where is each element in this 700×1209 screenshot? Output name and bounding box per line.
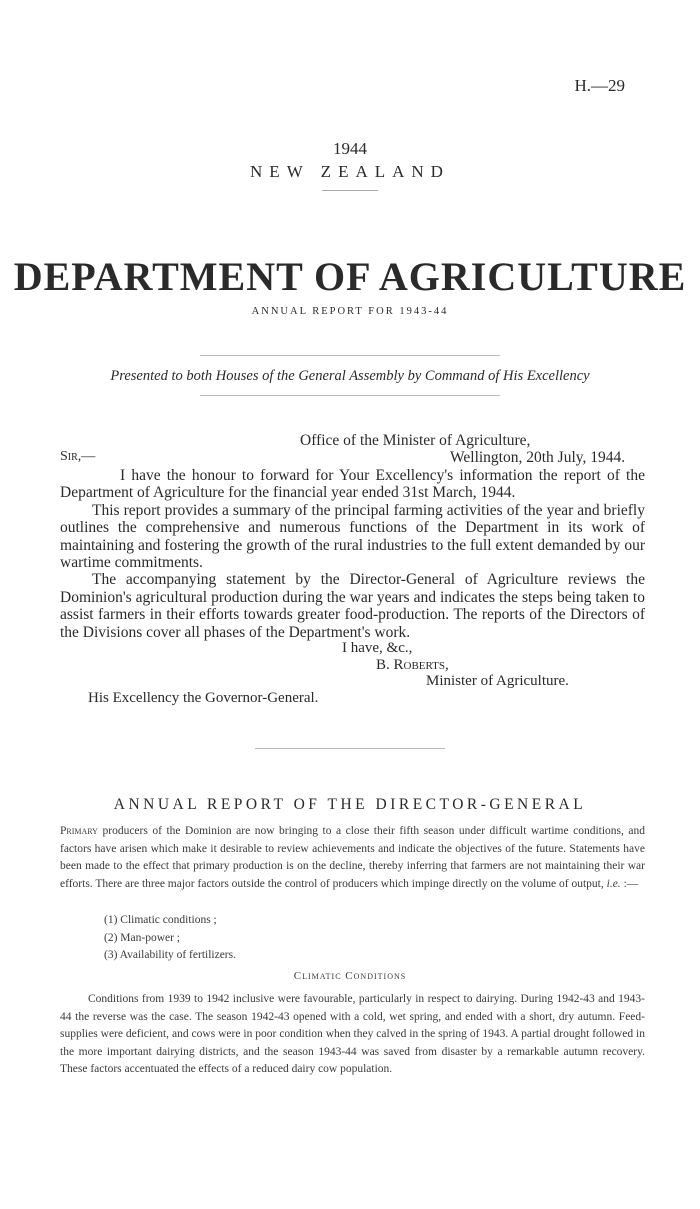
letter-closing: [340, 640, 569, 690]
report-intro: [60, 823, 645, 893]
list-item: (1) Climatic conditions ;: [104, 914, 217, 926]
report-subtitle: ANNUAL REPORT FOR 1943-44: [251, 306, 449, 317]
section-heading: ANNUAL REPORT OF THE DIRECTOR-GENERAL: [113, 796, 587, 813]
office-line: Office of the Minister of Agriculture,: [300, 432, 531, 449]
divider: [255, 748, 445, 749]
divider: [322, 190, 378, 191]
letter-paragraph: This report provides a summary of the principal farming activities of the year and briefly outlines the comprehensive and numerous functions of the Department in its work of maintaining and fostering the growth of the rural industries to the full extent demanded by our wartime commitments.: [60, 501, 645, 572]
letter-paragraph: [60, 467, 645, 502]
report-paragraph: Conditions from 1939 to 1942 inclusive were favourable, particularly in respect to dairying. During 1942-43 and 1943-44 the reverse was the case. The season 1942-43 opened with a cold, wet spring, and ended with a short, dry autumn. Feed-supplies were deficient, and cows were in poor condition when they calved in the spring of 1943. A partial drought followed in the more important dairying districts, and the season 1943-44 was saved from disaster by a remarkable autumn recovery. These factors accentuated the effects of a reduced dairy cow population.: [60, 993, 645, 1076]
addressee: His Excellency the Governor-General.: [88, 690, 319, 706]
divider: [200, 355, 500, 356]
factor-list: [104, 912, 236, 965]
list-item: (2) Man-power ;: [104, 931, 181, 944]
place-date-line: Wellington, 20th July, 1944.: [450, 449, 626, 466]
report-year: 1944: [333, 139, 367, 158]
signer-title: Minister of Agriculture.: [426, 673, 569, 689]
report-paragraph-text: producers of the Dominion are now bringing to a close their fifth season under difficult wartime conditions, and factors have arisen which make it desirable to review achievements and indicate the objectives of the future. Statements have been made to the effect that primary production is on the decline, thereby inferring that farmers are not maintaining their war efforts. There are three major factors outside the control of producers which impinge directly on the volume of output,: [60, 825, 646, 890]
letter-paragraph-rest: of the Department of Agriculture for the financial year ended 31st March, 1944.: [60, 467, 645, 502]
subsection-heading: Climatic Conditions: [293, 970, 407, 982]
presentation-note: Presented to both Houses of the General Assembly by Command of His Excellency: [110, 368, 590, 384]
closing-phrase: I have, &c.,: [342, 640, 413, 656]
letter-body: [60, 467, 645, 641]
letter-address: [300, 432, 625, 466]
punctuation: :—: [620, 877, 639, 890]
country-name: NEW ZEALAND: [250, 162, 450, 181]
page-reference: H.—29: [574, 76, 625, 95]
salutation: Sir,—: [60, 449, 96, 464]
abbreviation: i.e.: [606, 877, 621, 890]
list-item: (3) Availability of fertilizers.: [104, 949, 236, 962]
signer-name: B. Roberts,: [376, 656, 449, 673]
lead-word: Primary: [60, 825, 98, 837]
letter-paragraph: The accompanying statement by the Director-General of Agriculture reviews the Dominion's agricultural production during the war years and indicates the steps being taken to assist farmers in their efforts towards greater food-production. The reports of the Directors of the Divisions cover all phases of the Department's work.: [60, 571, 645, 641]
page-title: DEPARTMENT OF AGRICULTURE: [13, 254, 687, 299]
divider: [200, 395, 500, 396]
climatic-section: [60, 991, 645, 1079]
letter-first-line: I have the honour to forward for Your Excellency's information the report: [120, 467, 601, 484]
report-paragraph: [60, 823, 645, 893]
